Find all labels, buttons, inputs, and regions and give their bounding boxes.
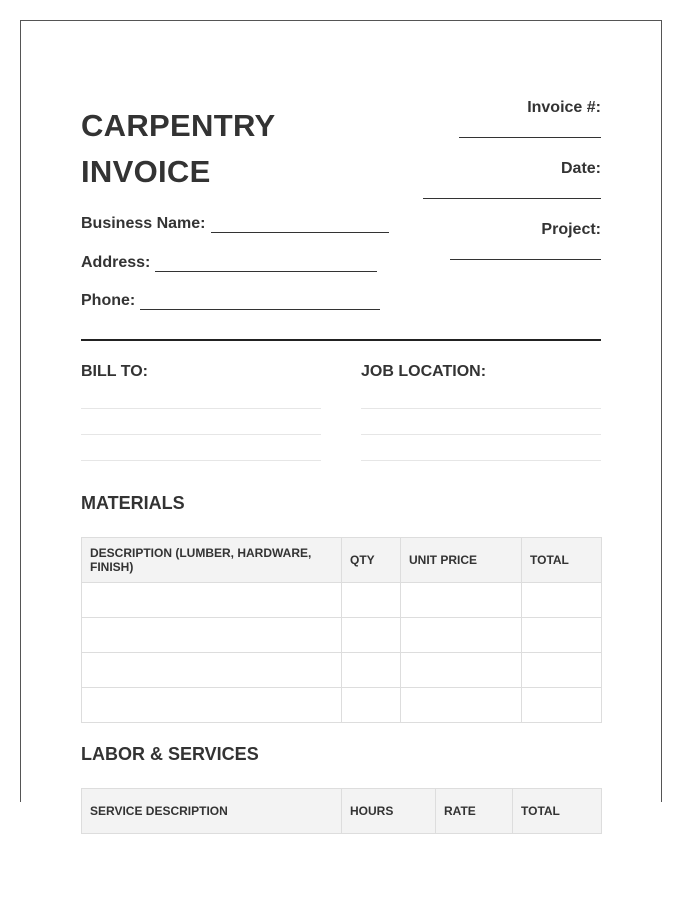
invoice-page <box>20 20 662 818</box>
materials-cell[interactable] <box>522 618 602 653</box>
materials-col-total: TOTAL <box>522 538 602 583</box>
title-line-2: INVOICE <box>81 154 211 189</box>
date-label: Date: <box>560 160 601 177</box>
address-line[interactable] <box>155 257 377 272</box>
materials-cell[interactable] <box>401 653 522 688</box>
invoice-number-line[interactable] <box>459 137 601 138</box>
address-label: Address: <box>81 254 151 271</box>
project-label: Project: <box>541 221 601 238</box>
table-row <box>82 583 602 618</box>
phone-field[interactable] <box>81 292 380 310</box>
invoice-number-label: Invoice #: <box>527 99 601 116</box>
phone-label: Phone: <box>81 292 136 309</box>
bill-to-line-1[interactable] <box>81 408 321 409</box>
labor-col-rate: RATE <box>436 789 513 834</box>
materials-cell[interactable] <box>522 653 602 688</box>
phone-line[interactable] <box>140 295 380 310</box>
materials-cell[interactable] <box>82 583 342 618</box>
materials-cell[interactable] <box>342 618 401 653</box>
job-location-line-1[interactable] <box>361 408 601 409</box>
table-row <box>82 653 602 688</box>
materials-col-unit-price: UNIT PRICE <box>401 538 522 583</box>
labor-heading: LABOR & SERVICES <box>81 744 259 764</box>
project-line[interactable] <box>450 259 601 260</box>
labor-col-service-description: SERVICE DESCRIPTION <box>82 789 342 834</box>
bill-to-label: BILL TO: <box>81 363 148 380</box>
header-divider <box>81 339 601 341</box>
date-line[interactable] <box>423 198 601 199</box>
materials-cell[interactable] <box>342 688 401 723</box>
address-field[interactable] <box>81 254 377 272</box>
materials-cell[interactable] <box>82 688 342 723</box>
bill-to-line-2[interactable] <box>81 434 321 435</box>
materials-cell[interactable] <box>522 583 602 618</box>
materials-cell[interactable] <box>401 618 522 653</box>
job-location-label: JOB LOCATION: <box>361 363 487 380</box>
table-row <box>82 618 602 653</box>
title-line-1: CARPENTRY <box>81 108 276 143</box>
materials-cell[interactable] <box>401 688 522 723</box>
job-location-line-2[interactable] <box>361 434 601 435</box>
job-location-line-3[interactable] <box>361 460 601 461</box>
materials-header-row <box>82 538 602 583</box>
business-name-field[interactable] <box>81 215 389 233</box>
materials-cell[interactable] <box>82 618 342 653</box>
materials-col-qty: QTY <box>342 538 401 583</box>
table-row <box>82 688 602 723</box>
materials-col-description: DESCRIPTION (LUMBER, HARDWARE, FINISH) <box>82 538 342 583</box>
business-name-line[interactable] <box>211 218 389 233</box>
materials-cell[interactable] <box>342 653 401 688</box>
materials-cell[interactable] <box>82 653 342 688</box>
materials-cell[interactable] <box>342 583 401 618</box>
business-name-label: Business Name: <box>81 215 206 232</box>
labor-col-total: TOTAL <box>513 789 602 834</box>
labor-col-hours: HOURS <box>342 789 436 834</box>
materials-cell[interactable] <box>401 583 522 618</box>
labor-table <box>81 788 602 834</box>
materials-heading: MATERIALS <box>81 493 185 513</box>
invoice-title <box>81 103 275 195</box>
materials-table <box>81 537 602 723</box>
labor-header-row <box>82 789 602 834</box>
materials-cell[interactable] <box>522 688 602 723</box>
bill-to-line-3[interactable] <box>81 460 321 461</box>
